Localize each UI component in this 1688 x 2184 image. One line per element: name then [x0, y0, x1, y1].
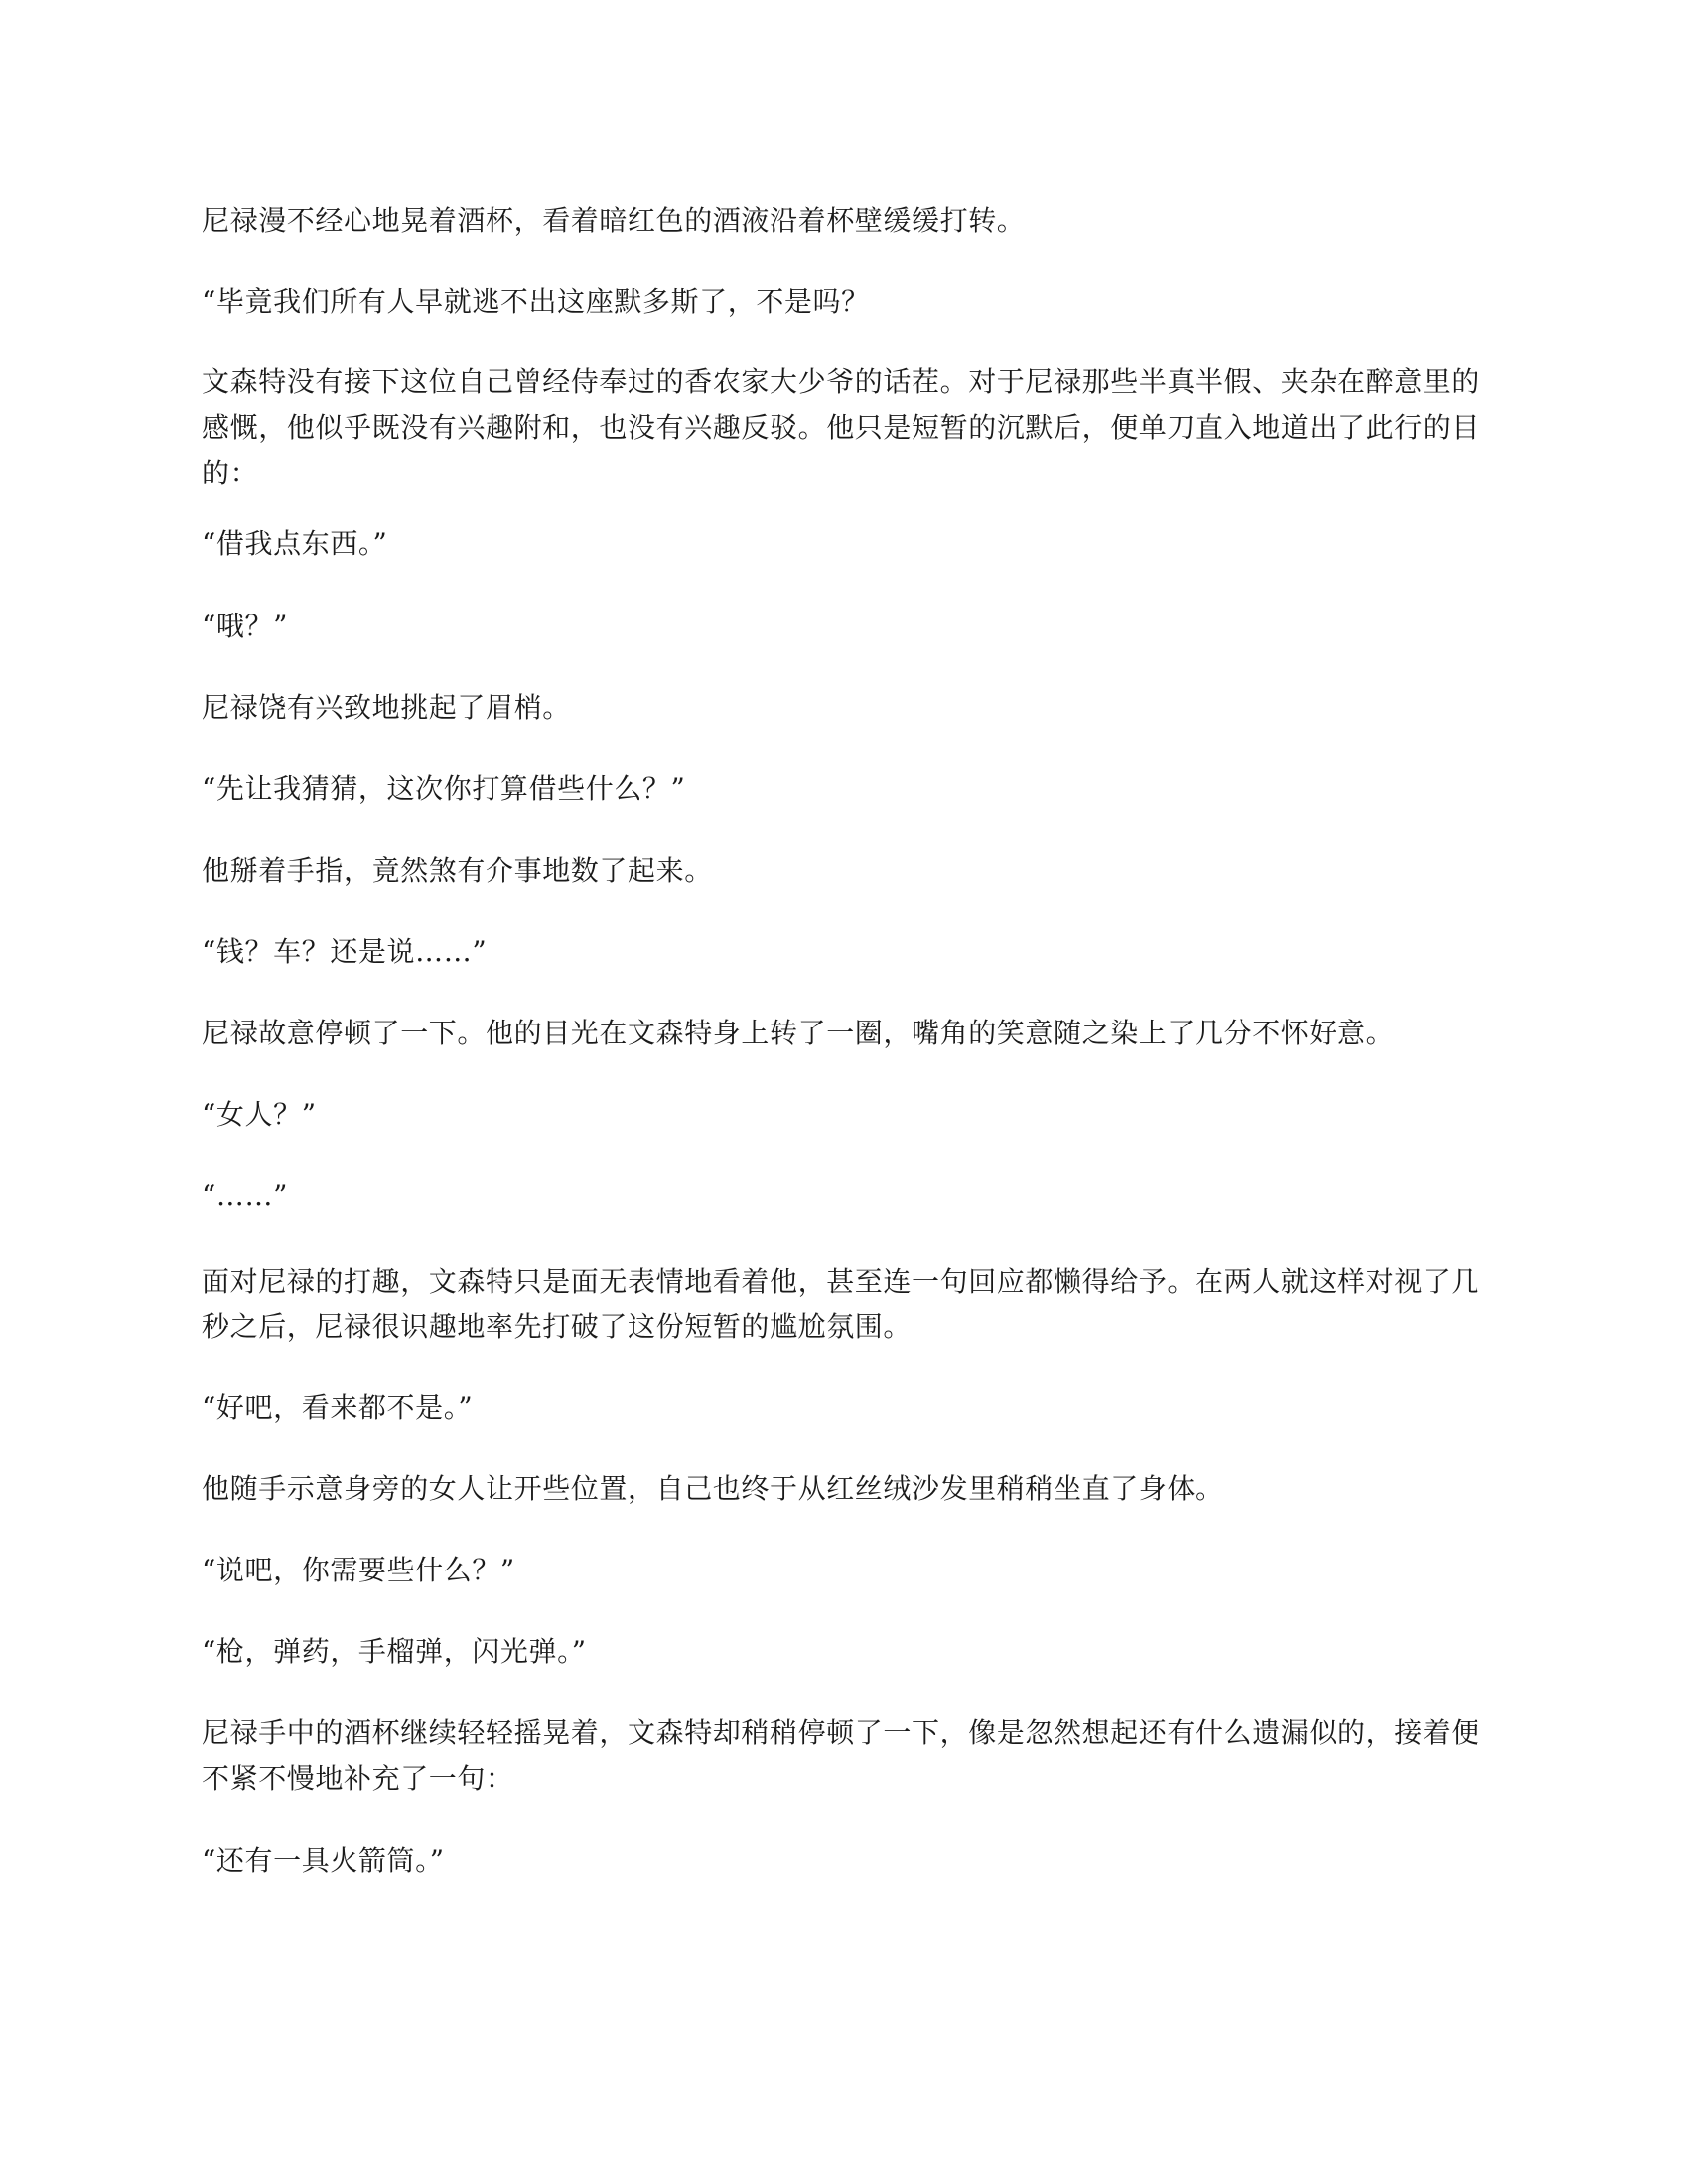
paragraph-7: “先让我猜猜，这次你打算借些什么？” — [202, 772, 686, 805]
paragraph-9: “钱？车？还是说……” — [202, 935, 488, 968]
paragraph-11: “女人？” — [202, 1098, 317, 1131]
paragraph-19: “还有一具火箭筒。” — [202, 1844, 445, 1877]
paragraph-6: 尼禄饶有兴致地挑起了眉梢。 — [202, 691, 571, 724]
paragraph-5: “哦？” — [202, 610, 289, 642]
paragraph-10: 尼禄故意停顿了一下。他的目光在文森特身上转了一圈，嘴角的笑意随之染上了几分不怀好意。 — [202, 1017, 1395, 1049]
paragraph-2: “毕竟我们所有人早就逃不出这座默多斯了，不是吗？ — [202, 285, 870, 318]
paragraph-4: “借我点东西。” — [202, 527, 388, 560]
paragraph-13: 面对尼禄的打趣，文森特只是面无表情地看着他，甚至连一句回应都懒得给予。在两人就这样对视了几秒之后，尼禄很识趣地率先打破了这份短暂的尴尬氛围。 — [202, 1265, 1480, 1343]
paragraph-15: 他随手示意身旁的女人让开些位置，自己也终于从红丝绒沙发里稍稍坐直了身体。 — [202, 1472, 1224, 1505]
paragraph-1: 尼禄漫不经心地晃着酒杯，看着暗红色的酒液沿着杯壁缓缓打转。 — [202, 205, 1026, 237]
paragraph-17: “枪，弹药，手榴弹，闪光弹。” — [202, 1635, 587, 1668]
paragraph-18: 尼禄手中的酒杯继续轻轻摇晃着，文森特却稍稍停顿了一下，像是忽然想起还有什么遗漏似的，接着便不紧不慢地补充了一句： — [202, 1716, 1480, 1795]
paragraph-3: 文森特没有接下这位自己曾经侍奉过的香农家大少爷的话茬。对于尼禄那些半真半假、夹杂在醉意里的感慨，他似乎既没有兴趣附和，也没有兴趣反驳。他只是短暂的沉默后，便单刀直入地道出了此行的目的： — [202, 365, 1480, 489]
paragraph-8: 他掰着手指，竟然煞有介事地数了起来。 — [202, 854, 713, 887]
paragraph-12: “……” — [202, 1179, 289, 1212]
paragraph-16: “说吧，你需要些什么？” — [202, 1554, 515, 1586]
paragraph-14: “好吧，看来都不是。” — [202, 1391, 474, 1424]
